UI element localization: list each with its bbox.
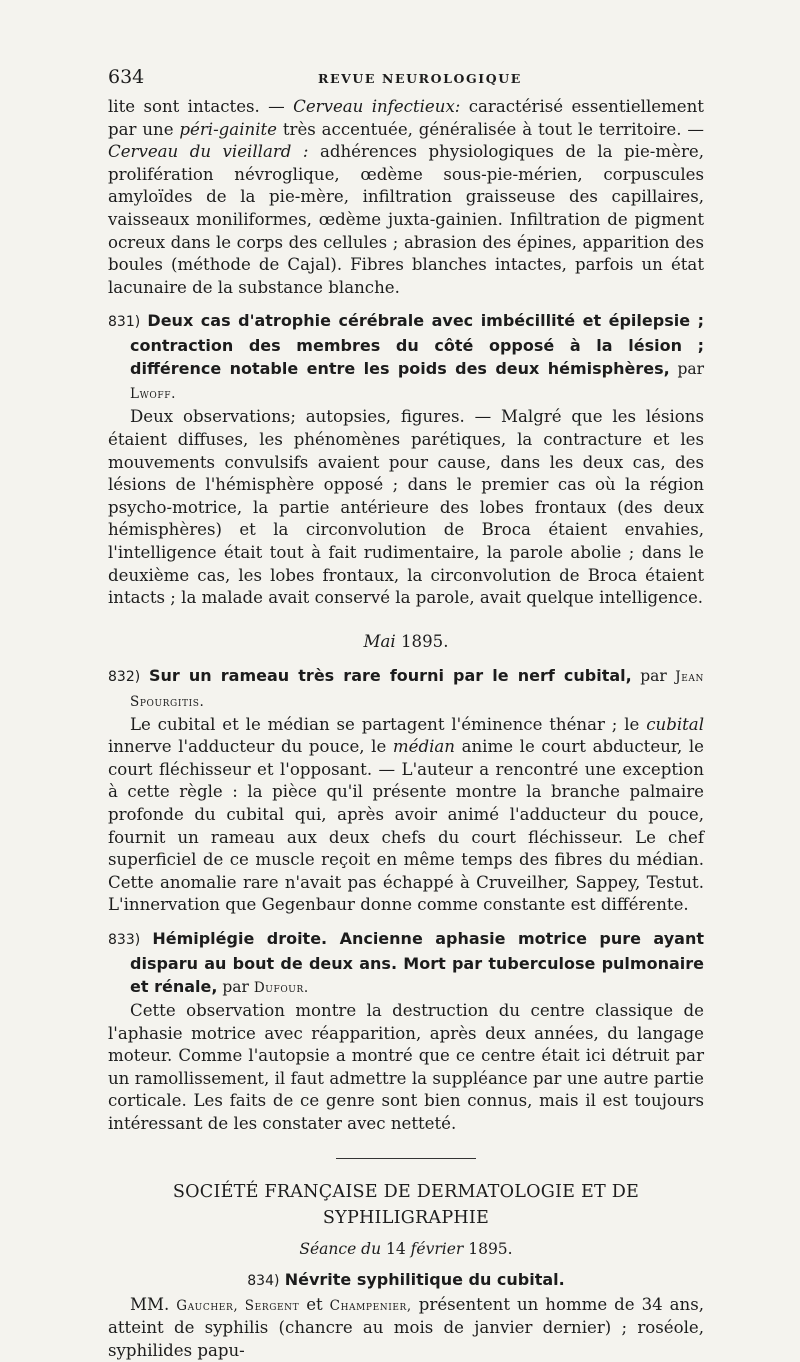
month-heading [108,630,704,654]
page-header [108,66,704,96]
abstract-833-body: Cette observation montre la destruction du centre classique de l'aphasie motrice avec réapparition, après deux années, du langage moteur. Comme l'autopsie a montré que ce centre était ici détruit par un ramollissement, il faut admettre la suppléance par une autre partie corticale. Les faits de ce genre sont bien connus, mais il est toujours intéressant de les constater avec netteté. [108,1001,704,1133]
abstract-number: 831) [108,314,141,331]
abstract-831-body: Deux observations; autopsies, figures. — Malgré que les lésions étaient diffuses, les phénomènes parétiques, la contracture et les mouvements convulsifs avaient pour cause, dans les deux cas, des lésions de l'hémisphère opposé ; dans le premier cas où la région psycho-motrice, la partie antérieure des lobes frontaux (des deux hémisphères) et la circonvolution de Broca étaient envahies, l'intelligence était tout à fait rudimentaire, la parole abolie ; dans le deuxième cas, les lobes frontaux, la circonvolution de Broca étaient intacts ; la malade avait conservé la parole, avait quelque intelligence. [108,407,704,608]
seance-month: février [405,1239,464,1258]
text-run: par [669,360,705,379]
abstract-number: 832) [108,668,141,685]
seance-year: 1895. [463,1239,513,1258]
month-word: Mai [363,631,396,651]
text-run: innerve l'adducteur du pouce, le [108,737,393,757]
society-heading: SOCIÉTÉ FRANÇAISE DE DERMATOLOGIE ET DE SYPHILIGRAPHIE [172,1181,640,1228]
month-year: 1895. [395,631,449,651]
italic-term: Cerveau du vieillard : [108,142,309,162]
text-run: adhérences physiologiques de la pie-mère, prolifération névroglique, œdème sous-pie-mérien, corpuscules amyloïdes de la pie-mère, infiltration graisseuse des capillaires, vaisseaux moniliformes, œdème juxta-gainien. Infiltration de pigment ocreux dans le corps des cellules ; abrasion des épines, apparition des boules (méthode de Cajal). Fibres blanches intactes, parfois un état lacunaire de la substance blanche. [108,142,704,297]
text-run: lite sont intactes. — [108,97,294,116]
text-run: MM. [130,1294,177,1314]
seance-line [108,1235,704,1263]
text-run: par [217,978,254,997]
abstract-author: Jean Spourgitis. [130,668,704,710]
abstract-832-body [108,714,704,917]
abstract-author: Champenier, [329,1297,412,1314]
text-run: Le cubital et le médian se partagent l'éminence thénar ; le [130,714,647,734]
italic-term: médian [392,737,455,757]
abstract-author: Dufour. [253,980,309,997]
abstract-authors: Gaucher, Sergent [176,1297,300,1314]
abstract-title: Sur un rameau très rare fourni par le nerf cubital, [149,665,632,685]
continued-paragraph [108,96,704,299]
abstract-834-heading [108,1267,704,1294]
italic-term: Cerveau infectieux: [293,97,461,116]
abstract-833-heading [108,927,704,1000]
text-run: caractérisé essentiellement par une [108,97,704,139]
text-run: très accentuée, généralisée à tout le territoire. — [276,119,704,139]
abstract-number: 834) [247,1272,280,1289]
text-run: présentent un homme de 34 ans, atteint de syphilis (chancre au mois de janvier dernier) ; roséole, syphilides papu- [108,1294,704,1360]
text-run: anime le court abducteur, le court fléchisseur et l'opposant. — L'auteur a rencontré une exception à cette règle : la pièce qu'il présente montre la branche palmaire profonde du cubital qui, après avoir animé l'adducteur du pouce, fournit un rameau aux deux chefs du court fléchisseur. Le chef superficiel de ce muscle reçoit en même temps des fibres du médian. Cette anomalie rare n'avait pas échappé à Cruveilher, Sappey, Testut. L'innervation que Gegenbaur donne comme constante est différente. [108,737,704,915]
abstract-title: Névrite syphilitique du cubital. [284,1269,565,1289]
italic-term: cubital [646,714,704,734]
text-run: par [631,666,676,685]
section-divider [336,1158,476,1159]
italic-term: péri-gainite [179,119,277,139]
seance-day: 14 [386,1239,406,1258]
running-title: REVUE NEUROLOGIQUE [318,71,522,86]
abstract-title: Hémiplégie droite. Ancienne aphasie motrice pure ayant disparu au bout de deux ans. Mort par tuberculose pulmonaire et rénale, [130,929,704,997]
abstract-title: Deux cas d'atrophie cérébrale avec imbécillité et épilepsie ; contraction des membres du côté opposé à la lésion ; différence notable entre les poids des deux hémisphères, [130,311,704,379]
text-run: et [299,1294,330,1314]
seance-label: Séance du [299,1239,387,1258]
abstract-number: 833) [108,932,141,949]
abstract-author: Lwoff. [130,386,176,403]
abstract-834-body [108,1294,704,1362]
abstract-832-heading [108,664,704,714]
page-number: 634 [108,66,145,88]
abstract-831-heading [108,309,704,406]
